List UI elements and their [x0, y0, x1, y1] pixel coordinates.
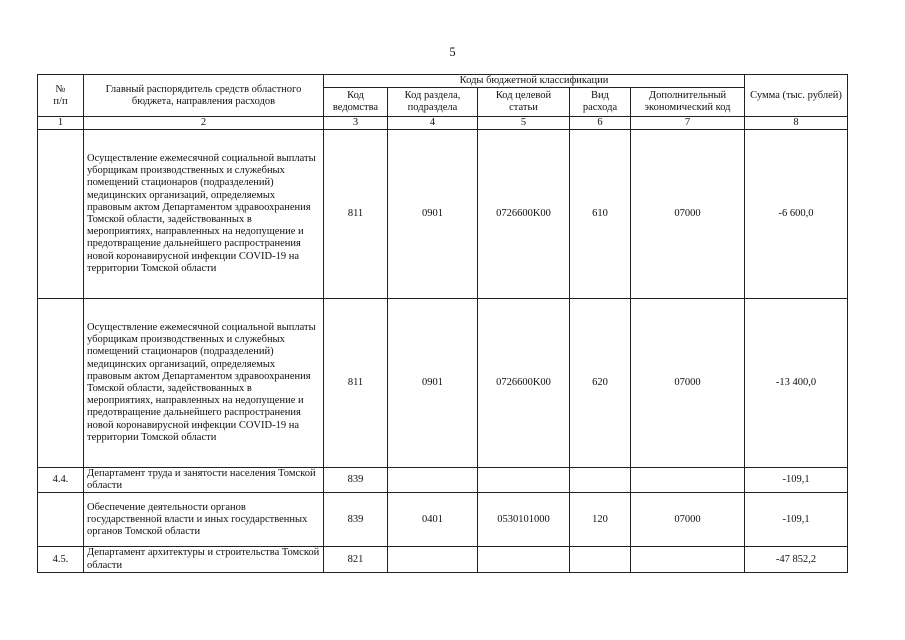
row-econ-code: 07000 — [631, 130, 745, 299]
row-econ-code: 07000 — [631, 299, 745, 468]
row-name: Департамент труда и занятости населения Томской области — [84, 468, 324, 493]
row-econ-code — [631, 547, 745, 572]
column-number: 7 — [631, 117, 745, 130]
header-target-code: Код целевой статьи — [478, 88, 570, 117]
column-number: 1 — [38, 117, 84, 130]
column-number: 5 — [478, 117, 570, 130]
header-name: Главный распорядитель средств областного бюджета, направления расходов — [84, 75, 324, 117]
row-sum: -109,1 — [745, 493, 848, 547]
column-number: 4 — [388, 117, 478, 130]
row-section-code: 0901 — [388, 299, 478, 468]
row-section-code — [388, 468, 478, 493]
row-name: Департамент архитектуры и строительства Томской области — [84, 547, 324, 572]
page-number: 5 — [449, 45, 456, 59]
row-num — [38, 299, 84, 468]
budget-table — [37, 74, 848, 573]
row-econ-code — [631, 468, 745, 493]
table-row — [38, 493, 848, 547]
header-codes-group: Коды бюджетной классификации — [324, 75, 745, 88]
row-sum: -47 852,2 — [745, 547, 848, 572]
row-name: Осуществление ежемесячной социальной выплаты уборщикам производственных и служебных помещений стационаров (подразделений) медицинских организаций, определяемых правовым актом Департаментом здравоохранения Томской области, задействованных в мероприятиях, направленных на недопущение и предотвращение дальнейшего распространения новой коронавирусной инфекции COVID-19 на территории Томской области — [84, 299, 324, 468]
row-target-code — [478, 468, 570, 493]
column-number: 6 — [570, 117, 631, 130]
row-section-code — [388, 547, 478, 572]
table-row — [38, 299, 848, 468]
row-target-code: 0530101000 — [478, 493, 570, 547]
row-name: Обеспечение деятельности органов государственной власти и иных государственных органов Томской области — [84, 493, 324, 547]
row-target-code — [478, 547, 570, 572]
row-dept-code: 839 — [324, 493, 388, 547]
row-name: Осуществление ежемесячной социальной выплаты уборщикам производственных и служебных помещений стационаров (подразделений) медицинских организаций, определяемых правовым актом Департаментом здравоохранения Томской области, задействованных в мероприятиях, направленных на недопущение и предотвращение дальнейшего распространения новой коронавирусной инфекции COVID-19 на территории Томской области — [84, 130, 324, 299]
header-econ-code: Дополнительный экономический код — [631, 88, 745, 117]
row-econ-code: 07000 — [631, 493, 745, 547]
header-row-top — [38, 75, 848, 88]
header-expense-type: Вид расхода — [570, 88, 631, 117]
row-num — [38, 130, 84, 299]
row-dept-code: 839 — [324, 468, 388, 493]
row-expense-type: 120 — [570, 493, 631, 547]
column-number-row — [38, 117, 848, 130]
row-num: 4.4. — [38, 468, 84, 493]
row-dept-code: 811 — [324, 299, 388, 468]
column-number: 2 — [84, 117, 324, 130]
row-sum: -6 600,0 — [745, 130, 848, 299]
row-expense-type — [570, 547, 631, 572]
row-expense-type: 620 — [570, 299, 631, 468]
row-sum: -13 400,0 — [745, 299, 848, 468]
row-dept-code: 821 — [324, 547, 388, 572]
header-section-code: Код раздела, подраздела — [388, 88, 478, 117]
row-target-code: 0726600K00 — [478, 299, 570, 468]
column-number: 8 — [745, 117, 848, 130]
row-num: 4.5. — [38, 547, 84, 572]
table-row — [38, 468, 848, 493]
row-dept-code: 811 — [324, 130, 388, 299]
table-row — [38, 130, 848, 299]
header-dept-code: Код ведомства — [324, 88, 388, 117]
header-num: № п/п — [38, 75, 84, 117]
header-sum: Сумма (тыс. рублей) — [745, 75, 848, 117]
row-num — [38, 493, 84, 547]
row-section-code: 0901 — [388, 130, 478, 299]
column-number: 3 — [324, 117, 388, 130]
row-expense-type — [570, 468, 631, 493]
row-section-code: 0401 — [388, 493, 478, 547]
row-target-code: 0726600K00 — [478, 130, 570, 299]
row-sum: -109,1 — [745, 468, 848, 493]
row-expense-type: 610 — [570, 130, 631, 299]
table-row — [38, 547, 848, 572]
